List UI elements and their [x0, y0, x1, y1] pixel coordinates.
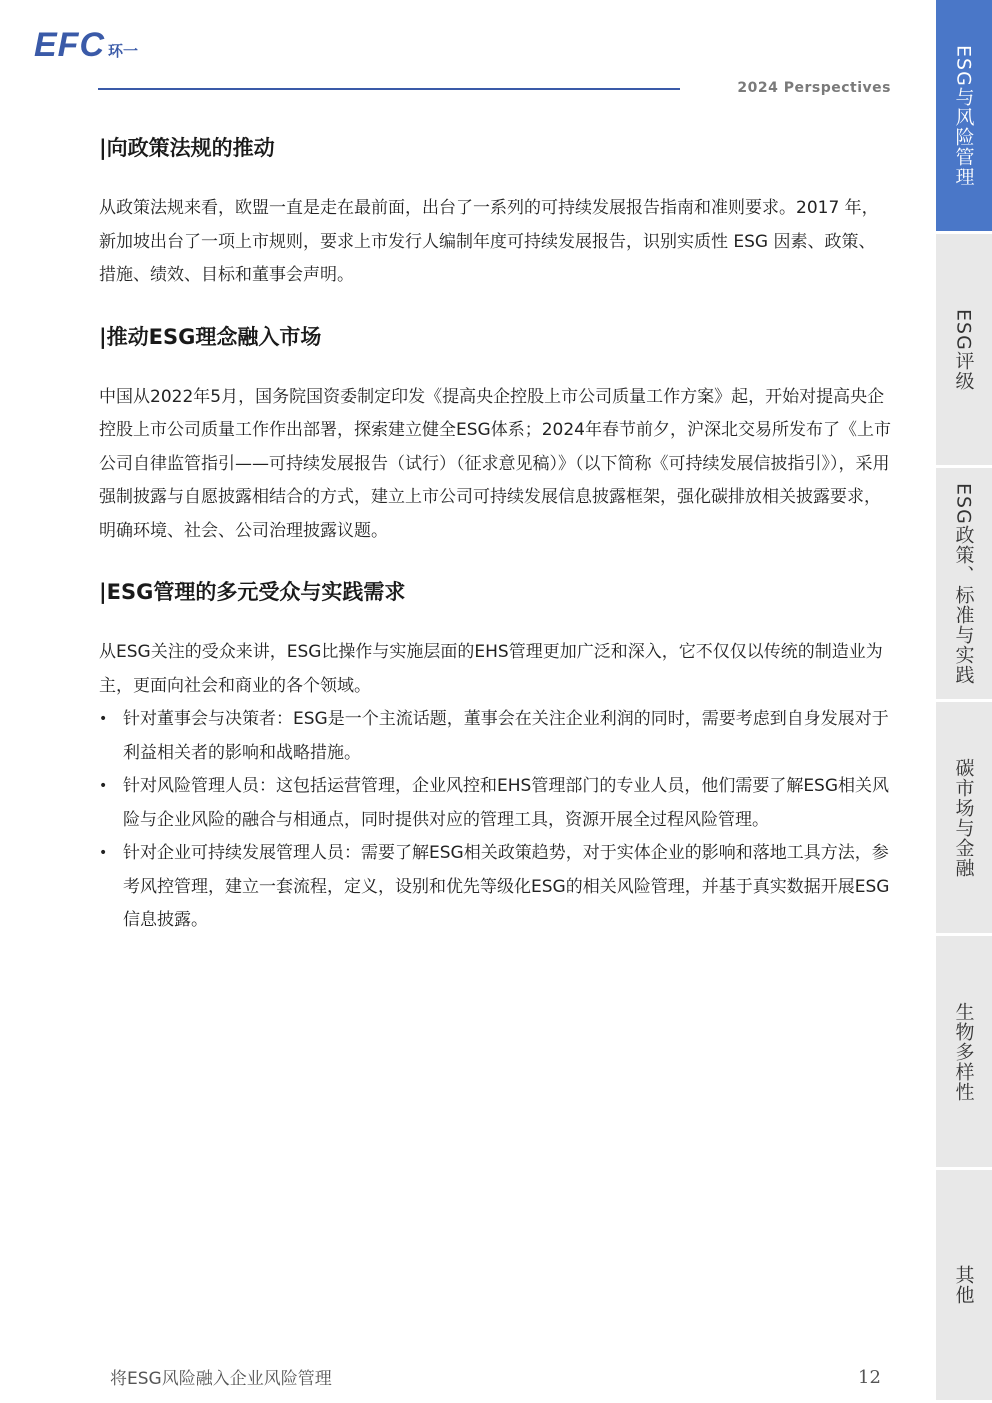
section-title-text: 推动ESG理念融入市场	[106, 324, 322, 349]
side-tab-label: ESG评级	[952, 308, 975, 391]
section-audience	[99, 576, 891, 938]
side-tab-label: 其他	[952, 1265, 975, 1305]
bullet-text: 针对企业可持续发展管理人员：需要了解ESG相关政策趋势，对于实体企业的影响和落地工具方法，参考风控管理，建立一套流程，定义，设别和优先等级化ESG的相关风险管理，并基于真实数据开展ESG信息披露。	[123, 843, 890, 930]
section-title-text: 向政策法规的推动	[106, 136, 275, 160]
bullet-text: 针对风险管理人员：这包括运营管理，企业风控和EHS管理部门的专业人员，他们需要了解ESG相关风险与企业风险的融合与相通点，同时提供对应的管理工具，资源开展全过程风险管理。	[123, 776, 890, 830]
logo-mark: EFC	[34, 26, 105, 64]
side-tab-esg-risk[interactable]	[936, 0, 992, 234]
side-tab-other[interactable]	[936, 1170, 992, 1403]
side-tab-label: ESG政策、标准与实践	[952, 482, 975, 685]
side-tab-carbon-market[interactable]	[936, 702, 992, 936]
section-title	[99, 132, 891, 164]
section-paragraph: 中国从2022年5月，国务院国资委制定印发《提高央企控股上市公司质量工作方案》起，开始对提高央企控股上市公司质量工作作出部署，探索建立健全ESG体系；2024年春节前夕，沪深北交易所发布了《上市公司自律监管指引——可持续发展报告（试行）（征求意见稿）》（以下简称《可持续发展信披指引》），采用强制披露与自愿披露相结合的方式，建立上市公司可持续发展信息披露框架，强化碳排放相关披露要求，明确环境、社会、公司治理披露议题。	[99, 386, 891, 541]
bullet-dot-icon: •	[99, 711, 108, 727]
section-title	[99, 321, 891, 353]
section-market	[99, 321, 891, 549]
section-paragraph: 从政策法规来看，欧盟一直是走在最前面，出台了一系列的可持续发展报告指南和准则要求。2017 年，新加坡出台了一项上市规则，要求上市发行人编制年度可持续发展报告，识别实质性 ESG 因素、政策、措施、绩效、目标和董事会声明。	[99, 198, 879, 285]
footer-title: 将ESG风险融入企业风险管理	[110, 1369, 332, 1389]
main-content	[99, 132, 891, 966]
side-tab-label: 碳市场与金融	[952, 757, 975, 878]
section-title-bar: |	[99, 136, 107, 160]
bullet-list	[99, 703, 891, 938]
bullet-item	[99, 837, 891, 938]
bullet-text: 针对董事会与决策者：ESG是一个主流话题，董事会在关注企业利润的同时，需要考虑到自身发展对于利益相关者的影响和战略措施。	[123, 709, 889, 763]
section-title	[99, 576, 891, 608]
page-number: 12	[858, 1367, 881, 1388]
logo-subtext: 环一	[108, 42, 139, 60]
side-tab-biodiversity[interactable]	[936, 936, 992, 1170]
efc-logo	[34, 26, 138, 65]
section-policy	[99, 132, 891, 293]
section-title-text: ESG管理的多元受众与实践需求	[106, 580, 406, 604]
bullet-dot-icon: •	[99, 778, 108, 794]
side-nav	[936, 0, 992, 1403]
side-tab-esg-policy[interactable]	[936, 468, 992, 702]
bullet-item	[99, 770, 891, 837]
section-paragraph: 从ESG关注的受众来讲，ESG比操作与实施层面的EHS管理更加广泛和深入，它不仅仅以传统的制造业为主，更面向社会和商业的各个领域。	[99, 642, 883, 696]
bullet-item	[99, 703, 891, 770]
side-tab-label: ESG与风险管理	[952, 44, 975, 187]
side-tab-esg-rating[interactable]	[936, 234, 992, 468]
bullet-dot-icon: •	[99, 845, 108, 861]
header-perspectives: 2024 Perspectives	[737, 80, 891, 96]
side-tab-label: 生物多样性	[952, 1001, 975, 1102]
header-divider	[98, 88, 680, 90]
section-title-bar: |	[99, 580, 107, 604]
section-title-bar: |	[99, 324, 107, 349]
